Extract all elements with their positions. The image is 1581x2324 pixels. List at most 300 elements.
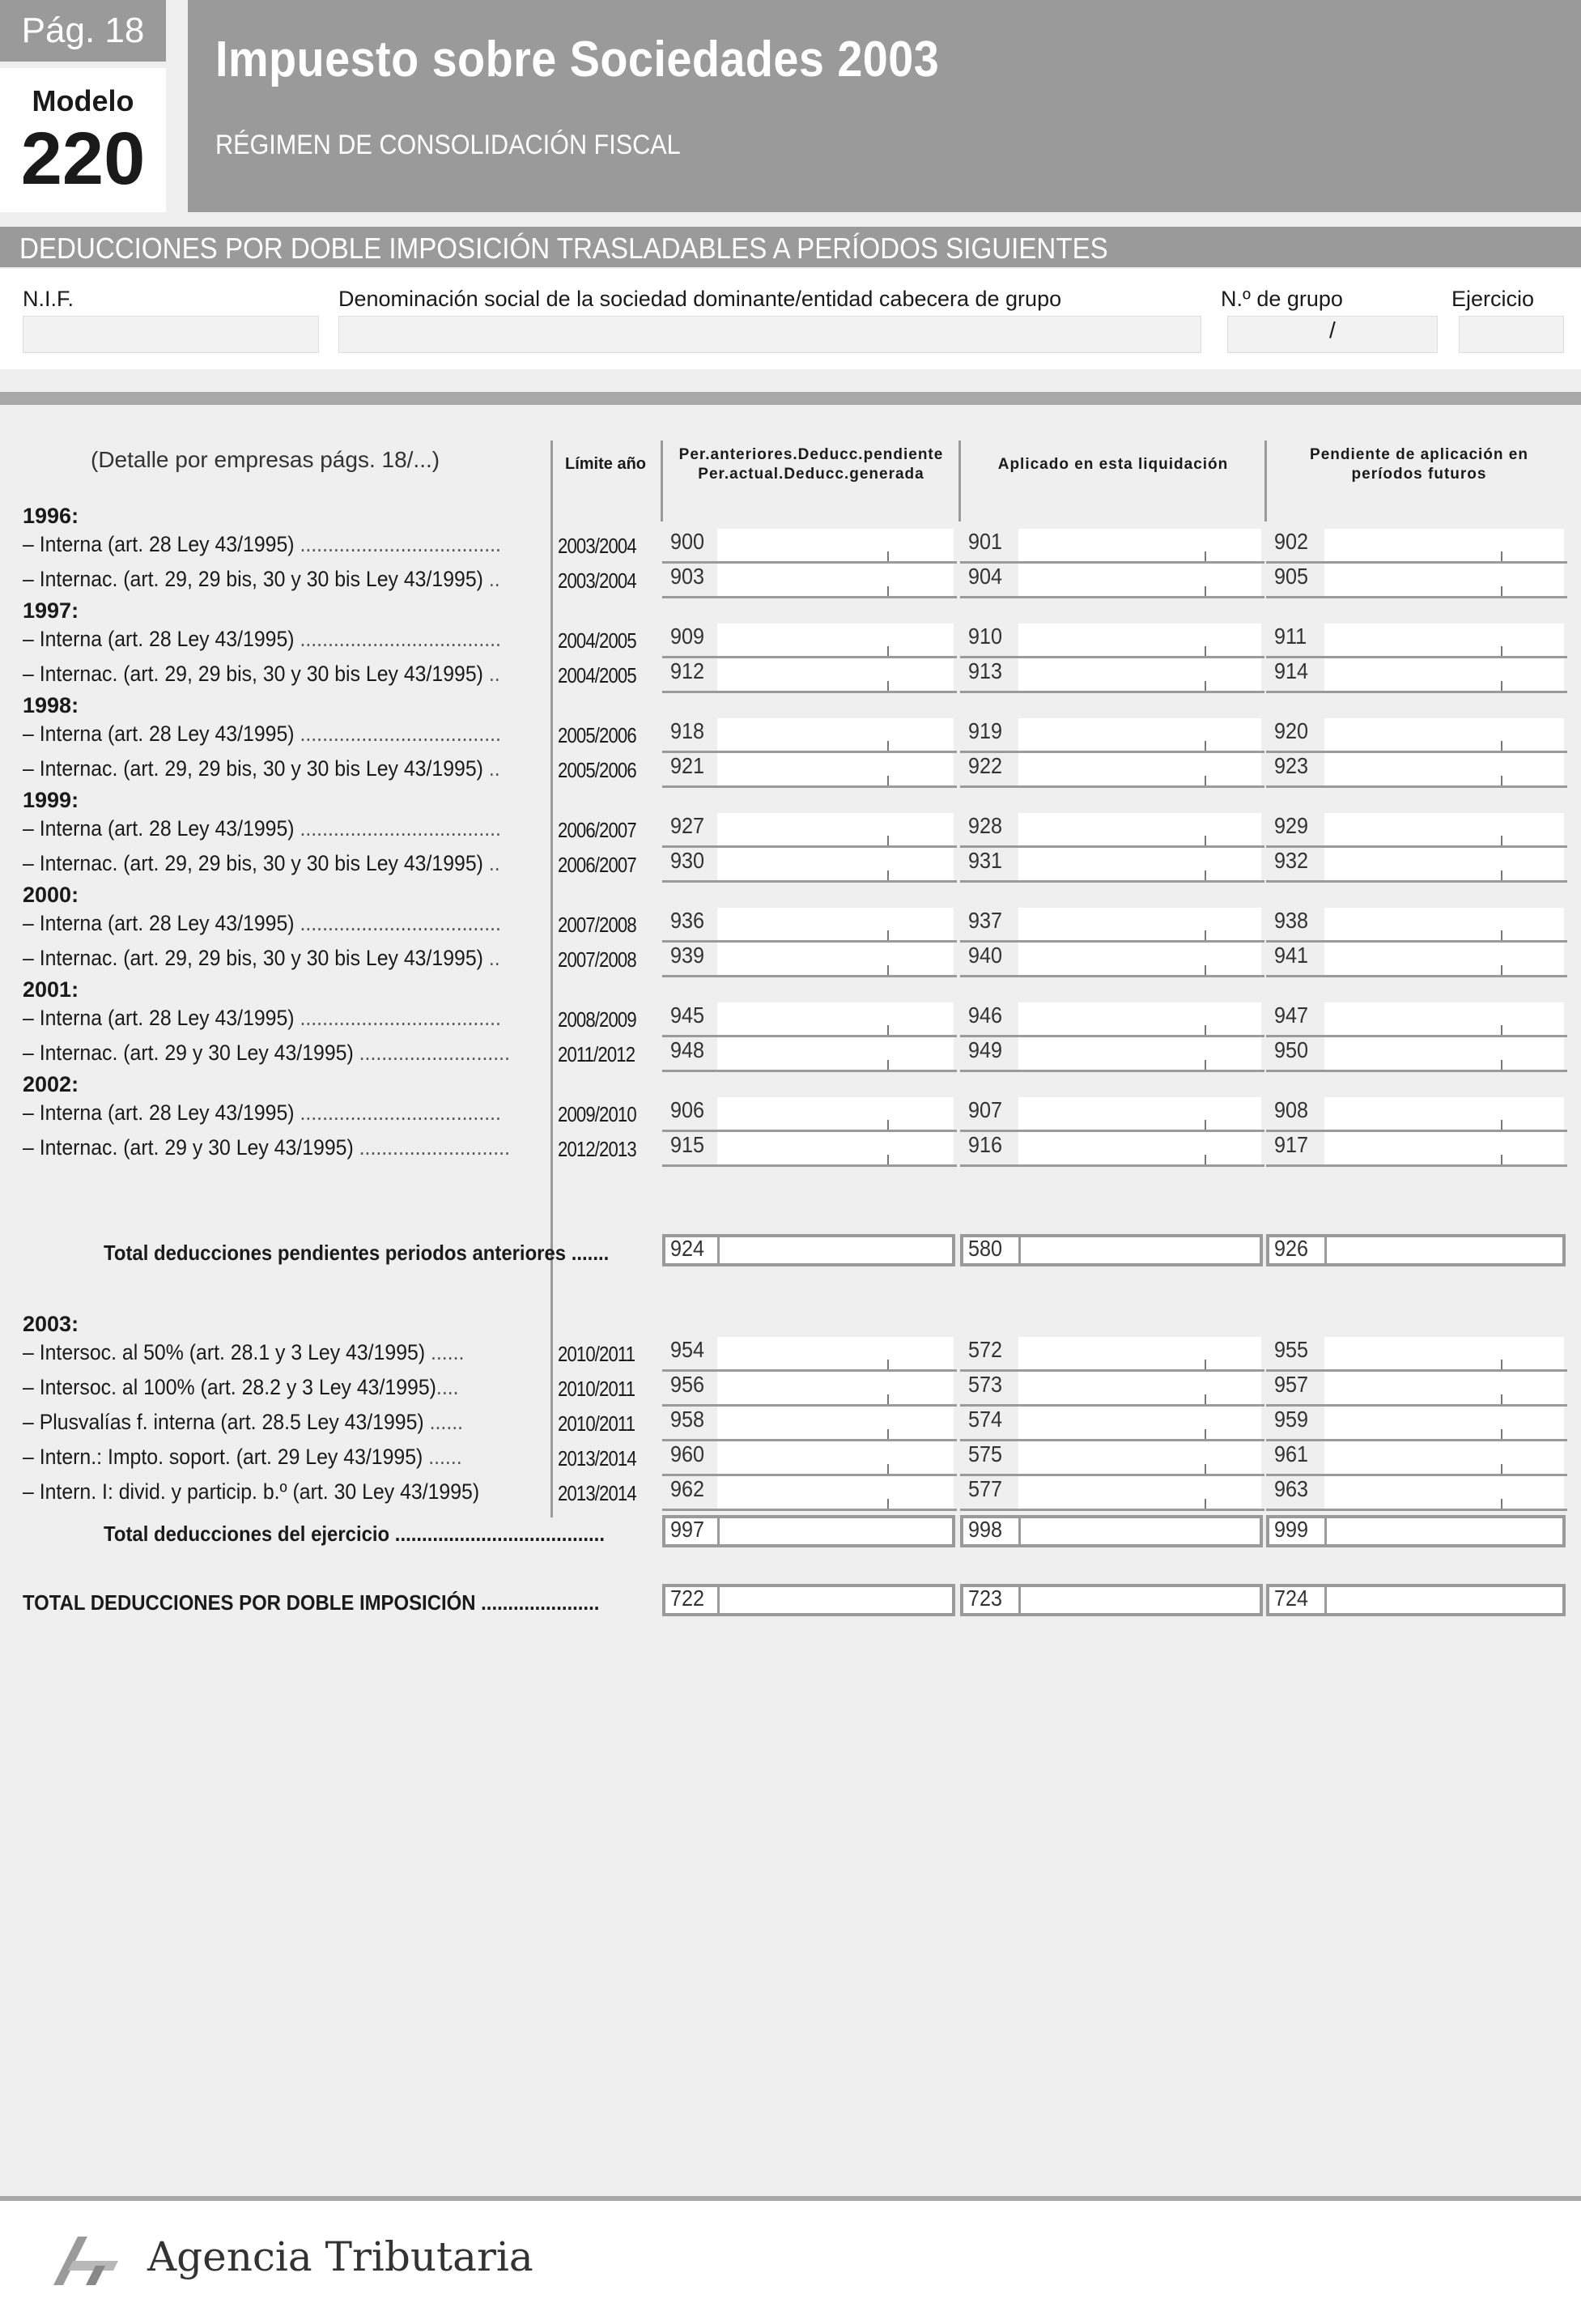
modelo-box: [0, 68, 166, 212]
deduction-label: [23, 567, 500, 592]
box-code-number: 904: [968, 564, 1003, 589]
box-code: [665, 1097, 714, 1130]
leader-dots: ......: [425, 1340, 465, 1364]
box-code: [963, 529, 1012, 561]
amount-field[interactable]: [1324, 848, 1564, 880]
box-code-number: 950: [1274, 1037, 1309, 1062]
amount-field[interactable]: [1324, 529, 1564, 561]
amount-field[interactable]: [1018, 658, 1261, 691]
row-rule: [1266, 880, 1567, 883]
deduction-text: – Interna (art. 28 Ley 43/1995): [23, 721, 295, 746]
box-code-number: 928: [968, 813, 1003, 838]
box-code: [1269, 1337, 1318, 1369]
deduction-text: – Internac. (art. 29, 29 bis, 30 y 30 bis Ley 43/1995): [23, 662, 483, 686]
amount-field[interactable]: [1018, 1476, 1261, 1509]
box-code: [963, 1407, 1012, 1439]
box-code: [963, 1002, 1012, 1035]
box-code-number: 997: [670, 1517, 705, 1542]
decimal-separator-tick: [1501, 1394, 1502, 1404]
amount-field[interactable]: [717, 1441, 954, 1474]
box-code-number: 937: [968, 908, 1003, 933]
box-code: [1269, 1586, 1318, 1618]
decimal-separator-tick: [1205, 681, 1206, 691]
decimal-separator-tick: [1205, 1464, 1206, 1474]
total-label: Total deducciones del ejercicio .......................................: [104, 1522, 605, 1546]
amount-field[interactable]: [1018, 1337, 1261, 1369]
amount-field[interactable]: [717, 624, 954, 656]
box-code-number: 915: [670, 1132, 705, 1157]
nif-field[interactable]: [23, 316, 319, 353]
deduction-label: [23, 532, 501, 557]
amount-field[interactable]: [1018, 1002, 1261, 1035]
box-code: [963, 1476, 1012, 1509]
limit-year: 2006/2007: [558, 818, 636, 842]
box-code: [665, 1586, 714, 1618]
deduction-text: – Intern.: Impto. soport. (art. 29 Ley 43/1995): [23, 1445, 423, 1469]
box-code-number: 913: [968, 658, 1003, 683]
amount-field[interactable]: [1018, 908, 1261, 940]
limit-year: 2004/2005: [558, 628, 636, 653]
row-rule: [960, 1509, 1264, 1511]
box-code-number: 909: [670, 624, 705, 649]
amount-field[interactable]: [1018, 753, 1261, 785]
amount-field[interactable]: [1324, 943, 1564, 975]
box-code: [665, 1132, 714, 1164]
box-code: [963, 753, 1012, 785]
decimal-separator-tick: [1501, 1155, 1502, 1164]
box-code-number: 910: [968, 624, 1003, 649]
ejercicio-field[interactable]: [1459, 316, 1564, 353]
leader-dots: ..: [482, 756, 500, 781]
decimal-separator-tick: [887, 870, 889, 880]
limit-year: 2003/2004: [558, 534, 636, 558]
grupo-separator: /: [1329, 317, 1336, 343]
form-title: Impuesto sobre Sociedades 2003: [215, 32, 940, 87]
deduction-text: – Interna (art. 28 Ley 43/1995): [23, 1006, 295, 1030]
decimal-separator-tick: [1205, 870, 1206, 880]
row-rule: [662, 1164, 957, 1167]
amount-field[interactable]: [1324, 1037, 1564, 1070]
limit-year: 2012/2013: [558, 1137, 636, 1161]
amount-field[interactable]: [1324, 1337, 1564, 1369]
box-code: [665, 908, 714, 940]
row-rule: [960, 785, 1264, 788]
box-code: [1269, 1476, 1318, 1509]
box-code-number: 901: [968, 529, 1003, 554]
box-code-number: 922: [968, 753, 1003, 778]
box-code: [665, 813, 714, 845]
agencia-tributaria-logo-icon: [45, 2228, 126, 2293]
box-code-number: 939: [670, 943, 705, 968]
amount-field[interactable]: [717, 1132, 954, 1164]
box-code-number: 924: [670, 1236, 705, 1261]
box-code-number: 958: [670, 1407, 705, 1432]
decimal-separator-tick: [887, 1360, 889, 1369]
decimal-separator-tick: [1205, 741, 1206, 751]
decimal-separator-tick: [1501, 1464, 1502, 1474]
deduction-label: [23, 851, 500, 876]
limit-year: 2010/2011: [558, 1342, 635, 1366]
box-code-number: 961: [1274, 1441, 1309, 1466]
decimal-separator-tick: [887, 681, 889, 691]
deduction-text: – Plusvalías f. interna (art. 28.5 Ley 43/1995): [23, 1410, 424, 1434]
field-divider: [1324, 1237, 1327, 1263]
decimal-separator-tick: [887, 836, 889, 845]
decimal-separator-tick: [887, 1060, 889, 1070]
leader-dots: ..: [482, 851, 500, 875]
box-code: [665, 1441, 714, 1474]
amount-field[interactable]: [1018, 564, 1261, 596]
box-code-number: 929: [1274, 813, 1309, 838]
amount-field[interactable]: [1324, 718, 1564, 751]
row-rule: [662, 1509, 957, 1511]
col3-header-line1: Pendiente de aplicación en: [1310, 446, 1528, 463]
box-code-number: 945: [670, 1002, 705, 1028]
col1-header: [665, 445, 957, 484]
decimal-separator-tick: [887, 930, 889, 940]
deduction-text: – Intersoc. al 50% (art. 28.1 y 3 Ley 43/1995): [23, 1340, 426, 1364]
box-code: [1269, 658, 1318, 691]
amount-field[interactable]: [1018, 624, 1261, 656]
amount-field[interactable]: [1324, 564, 1564, 596]
amount-field[interactable]: [1018, 1037, 1261, 1070]
deduction-text: – Internac. (art. 29 y 30 Ley 43/1995): [23, 1135, 354, 1160]
box-code: [665, 564, 714, 596]
box-code: [1269, 1441, 1318, 1474]
row-rule: [1266, 975, 1567, 977]
amount-field[interactable]: [1018, 1407, 1261, 1439]
decimal-separator-tick: [1205, 965, 1206, 975]
amount-field[interactable]: [1018, 1132, 1261, 1164]
amount-field[interactable]: [1324, 1407, 1564, 1439]
decimal-separator-tick: [1501, 965, 1502, 975]
box-code: [1269, 943, 1318, 975]
year-header: 1996:: [23, 504, 79, 528]
amount-field[interactable]: [717, 1002, 954, 1035]
deduction-label: [23, 1100, 501, 1126]
field-divider: [717, 1518, 720, 1544]
col1-header-line1: Per.anteriores.Deducc.pendiente: [678, 446, 944, 463]
leader-dots: ...........................: [353, 1135, 510, 1160]
amount-field[interactable]: [717, 658, 954, 691]
box-code: [963, 1372, 1012, 1404]
decimal-separator-tick: [1501, 930, 1502, 940]
row-rule: [662, 596, 957, 598]
row-rule: [662, 1070, 957, 1072]
box-code: [1269, 1132, 1318, 1164]
row-rule: [960, 596, 1264, 598]
decimal-separator-tick: [1205, 646, 1206, 656]
deduction-text: – Interna (art. 28 Ley 43/1995): [23, 816, 295, 841]
amount-field[interactable]: [1324, 1372, 1564, 1404]
modelo-label: Modelo: [32, 84, 134, 117]
amount-field[interactable]: [1018, 1372, 1261, 1404]
deduction-label: [23, 756, 500, 781]
amount-field[interactable]: [717, 1097, 954, 1130]
box-code: [963, 1441, 1012, 1474]
decimal-separator-tick: [887, 1025, 889, 1035]
decimal-separator-tick: [1205, 551, 1206, 561]
decimal-separator-tick: [1501, 1429, 1502, 1439]
deduction-label: [23, 721, 501, 747]
amount-field[interactable]: [717, 908, 954, 940]
detalle-note: (Detalle por empresas págs. 18/...): [91, 447, 440, 472]
box-code-number: 919: [968, 718, 1003, 743]
decimal-separator-tick: [1205, 930, 1206, 940]
year-header: 1997:: [23, 598, 79, 623]
decimal-separator-tick: [887, 551, 889, 561]
deduction-label: [23, 1006, 501, 1031]
box-code-number: 931: [968, 848, 1003, 873]
field-divider: [717, 1587, 720, 1613]
amount-field[interactable]: [717, 753, 954, 785]
box-code-number: 938: [1274, 908, 1309, 933]
decimal-separator-tick: [887, 1429, 889, 1439]
box-code: [963, 624, 1012, 656]
box-code-number: 941: [1274, 943, 1309, 968]
amount-field[interactable]: [717, 813, 954, 845]
field-divider: [717, 1237, 720, 1263]
deduction-label: [23, 627, 501, 652]
deduction-text: – Internac. (art. 29, 29 bis, 30 y 30 bis Ley 43/1995): [23, 946, 483, 970]
leader-dots: ....................................: [294, 816, 501, 841]
box-code: [665, 753, 714, 785]
limit-year: 2013/2014: [558, 1481, 636, 1505]
deduction-label: [23, 1340, 464, 1365]
box-code-number: 957: [1274, 1372, 1309, 1397]
amount-field[interactable]: [717, 1037, 954, 1070]
amount-field[interactable]: [1324, 1097, 1564, 1130]
box-code-number: 954: [670, 1337, 705, 1362]
box-code-number: 722: [670, 1586, 705, 1611]
amount-field[interactable]: [1324, 658, 1564, 691]
leader-dots: ....: [436, 1375, 459, 1399]
box-code: [963, 813, 1012, 845]
total-label: Total deducciones pendientes periodos anteriores .......: [104, 1241, 610, 1265]
amount-field[interactable]: [1324, 813, 1564, 845]
decimal-separator-tick: [1205, 1060, 1206, 1070]
col3-header: [1269, 445, 1569, 484]
leader-dots: ....................................: [294, 627, 501, 651]
decimal-separator-tick: [1205, 586, 1206, 596]
limit-year: 2011/2012: [558, 1042, 635, 1066]
decimal-separator-tick: [887, 1464, 889, 1474]
leader-dots: ...........................: [353, 1041, 510, 1065]
amount-field[interactable]: [717, 1337, 954, 1369]
decimal-separator-tick: [1205, 1429, 1206, 1439]
amount-field[interactable]: [717, 848, 954, 880]
box-code: [963, 718, 1012, 751]
row-rule: [662, 975, 957, 977]
decimal-separator-tick: [1501, 1120, 1502, 1130]
decimal-separator-tick: [1501, 551, 1502, 561]
total-label: TOTAL DEDUCCIONES POR DOBLE IMPOSICIÓN ......................: [23, 1590, 600, 1615]
agency-name: Agencia Tributaria: [147, 2233, 533, 2280]
box-code: [665, 1236, 714, 1268]
decimal-separator-tick: [1501, 1025, 1502, 1035]
deduction-label: [23, 1445, 462, 1470]
box-code: [1269, 529, 1318, 561]
box-code-number: 905: [1274, 564, 1309, 589]
amount-field[interactable]: [717, 1476, 954, 1509]
amount-field[interactable]: [717, 529, 954, 561]
decimal-separator-tick: [887, 776, 889, 785]
row-rule: [1266, 1164, 1567, 1167]
amount-field[interactable]: [1324, 624, 1564, 656]
amount-field[interactable]: [1018, 718, 1261, 751]
box-code-number: 959: [1274, 1407, 1309, 1432]
box-code-number: 724: [1274, 1586, 1309, 1611]
box-code-number: 916: [968, 1132, 1003, 1157]
limit-year: 2005/2006: [558, 723, 636, 747]
row-rule: [662, 691, 957, 693]
decimal-separator-tick: [1205, 1120, 1206, 1130]
limit-year: 2007/2008: [558, 913, 636, 937]
box-code-number: 999: [1274, 1517, 1309, 1542]
row-rule: [662, 785, 957, 788]
box-code-number: 575: [968, 1441, 1003, 1466]
box-code-number: 906: [670, 1097, 705, 1122]
amount-field[interactable]: [1018, 813, 1261, 845]
box-code-number: 580: [968, 1236, 1003, 1261]
amount-field[interactable]: [717, 1407, 954, 1439]
page-number-badge: [0, 0, 166, 62]
box-code: [963, 848, 1012, 880]
limit-year: 2003/2004: [558, 568, 636, 593]
box-code-number: 918: [670, 718, 705, 743]
box-code: [963, 908, 1012, 940]
box-code-number: 902: [1274, 529, 1309, 554]
box-code: [963, 1517, 1012, 1549]
row-rule: [662, 880, 957, 883]
year-header: 2001:: [23, 977, 79, 1002]
box-code: [1269, 624, 1318, 656]
deduction-label: [23, 1479, 479, 1505]
box-code: [963, 1236, 1012, 1268]
box-code-number: 574: [968, 1407, 1003, 1432]
amount-field[interactable]: [1018, 848, 1261, 880]
decimal-separator-tick: [1501, 586, 1502, 596]
limit-year: 2010/2011: [558, 1377, 635, 1401]
amount-field[interactable]: [1324, 908, 1564, 940]
box-code-number: 917: [1274, 1132, 1309, 1157]
box-code-number: 723: [968, 1586, 1003, 1611]
decimal-separator-tick: [1205, 776, 1206, 785]
limit-year: 2006/2007: [558, 853, 636, 877]
deduction-text: – Interna (art. 28 Ley 43/1995): [23, 532, 295, 556]
box-code: [665, 1372, 714, 1404]
modelo-number: 220: [20, 117, 146, 200]
decimal-separator-tick: [1501, 1060, 1502, 1070]
decimal-separator-tick: [1205, 1025, 1206, 1035]
deduction-label: [23, 1375, 459, 1400]
leader-dots: ..: [482, 946, 500, 970]
decimal-separator-tick: [1205, 836, 1206, 845]
box-code-number: 936: [670, 908, 705, 933]
amount-field[interactable]: [1324, 1002, 1564, 1035]
ejercicio-label: Ejercicio: [1451, 287, 1535, 311]
decimal-separator-tick: [1501, 741, 1502, 751]
box-code: [1269, 564, 1318, 596]
box-code-number: 923: [1274, 753, 1309, 778]
box-code-number: 927: [670, 813, 705, 838]
decimal-separator-tick: [887, 1394, 889, 1404]
amount-field[interactable]: [1324, 1476, 1564, 1509]
col2-header: Aplicado en esta liquidación: [997, 456, 1229, 473]
box-code: [1269, 753, 1318, 785]
col1-header-line2: Per.actual.Deducc.generada: [698, 466, 924, 483]
nif-label: N.I.F.: [23, 287, 74, 311]
box-code-number: 960: [670, 1441, 705, 1466]
box-code: [963, 1037, 1012, 1070]
box-code: [1269, 1407, 1318, 1439]
leader-dots: ....................................: [294, 1100, 501, 1125]
deduction-text: – Internac. (art. 29, 29 bis, 30 y 30 bis Ley 43/1995): [23, 851, 483, 875]
box-code: [1269, 908, 1318, 940]
amount-field[interactable]: [1324, 1441, 1564, 1474]
leader-dots: ....................................: [294, 721, 501, 746]
field-divider: [1018, 1587, 1021, 1613]
leader-dots: ......: [423, 1445, 462, 1469]
section-title: DEDUCCIONES POR DOBLE IMPOSICIÓN TRASLADABLES A PERÍODOS SIGUIENTES: [19, 232, 1108, 265]
amount-field[interactable]: [1018, 1441, 1261, 1474]
decimal-separator-tick: [1205, 1499, 1206, 1509]
box-code: [963, 1132, 1012, 1164]
box-code-number: 962: [670, 1476, 705, 1501]
deduction-text: – Intern. I: divid. y particip. b.º (art. 30 Ley 43/1995): [23, 1479, 480, 1504]
amount-field[interactable]: [1018, 943, 1261, 975]
decimal-separator-tick: [887, 965, 889, 975]
box-code-number: 577: [968, 1476, 1003, 1501]
deduction-text: – Interna (art. 28 Ley 43/1995): [23, 627, 295, 651]
amount-field[interactable]: [717, 943, 954, 975]
amount-field[interactable]: [717, 718, 954, 751]
box-code-number: 955: [1274, 1337, 1309, 1362]
field-divider: [1324, 1518, 1327, 1544]
decimal-separator-tick: [1501, 1360, 1502, 1369]
year-header: 2000:: [23, 883, 79, 907]
deduction-text: – Interna (art. 28 Ley 43/1995): [23, 1100, 295, 1125]
decimal-separator-tick: [887, 1155, 889, 1164]
limit-year: 2005/2006: [558, 758, 636, 782]
box-code-number: 921: [670, 753, 705, 778]
box-code-number: 926: [1274, 1236, 1309, 1261]
deduction-text: – Internac. (art. 29 y 30 Ley 43/1995): [23, 1041, 354, 1065]
amount-field[interactable]: [1018, 1097, 1261, 1130]
box-code-number: 907: [968, 1097, 1003, 1122]
decimal-separator-tick: [1501, 646, 1502, 656]
box-code-number: 940: [968, 943, 1003, 968]
decimal-separator-tick: [887, 586, 889, 596]
box-code: [963, 658, 1012, 691]
amount-field[interactable]: [717, 564, 954, 596]
amount-field[interactable]: [1018, 529, 1261, 561]
field-divider: [1018, 1237, 1021, 1263]
limit-year: 2010/2011: [558, 1411, 635, 1436]
decimal-separator-tick: [887, 1499, 889, 1509]
year-header: 1999:: [23, 788, 79, 812]
amount-field[interactable]: [717, 1372, 954, 1404]
box-code: [1269, 718, 1318, 751]
box-code-number: 912: [670, 658, 705, 683]
box-code-number: 956: [670, 1372, 705, 1397]
denominacion-field[interactable]: [338, 316, 1201, 353]
decimal-separator-tick: [1205, 1155, 1206, 1164]
box-code: [665, 718, 714, 751]
deduction-label: [23, 946, 500, 971]
amount-field[interactable]: [1324, 1132, 1564, 1164]
amount-field[interactable]: [1324, 753, 1564, 785]
